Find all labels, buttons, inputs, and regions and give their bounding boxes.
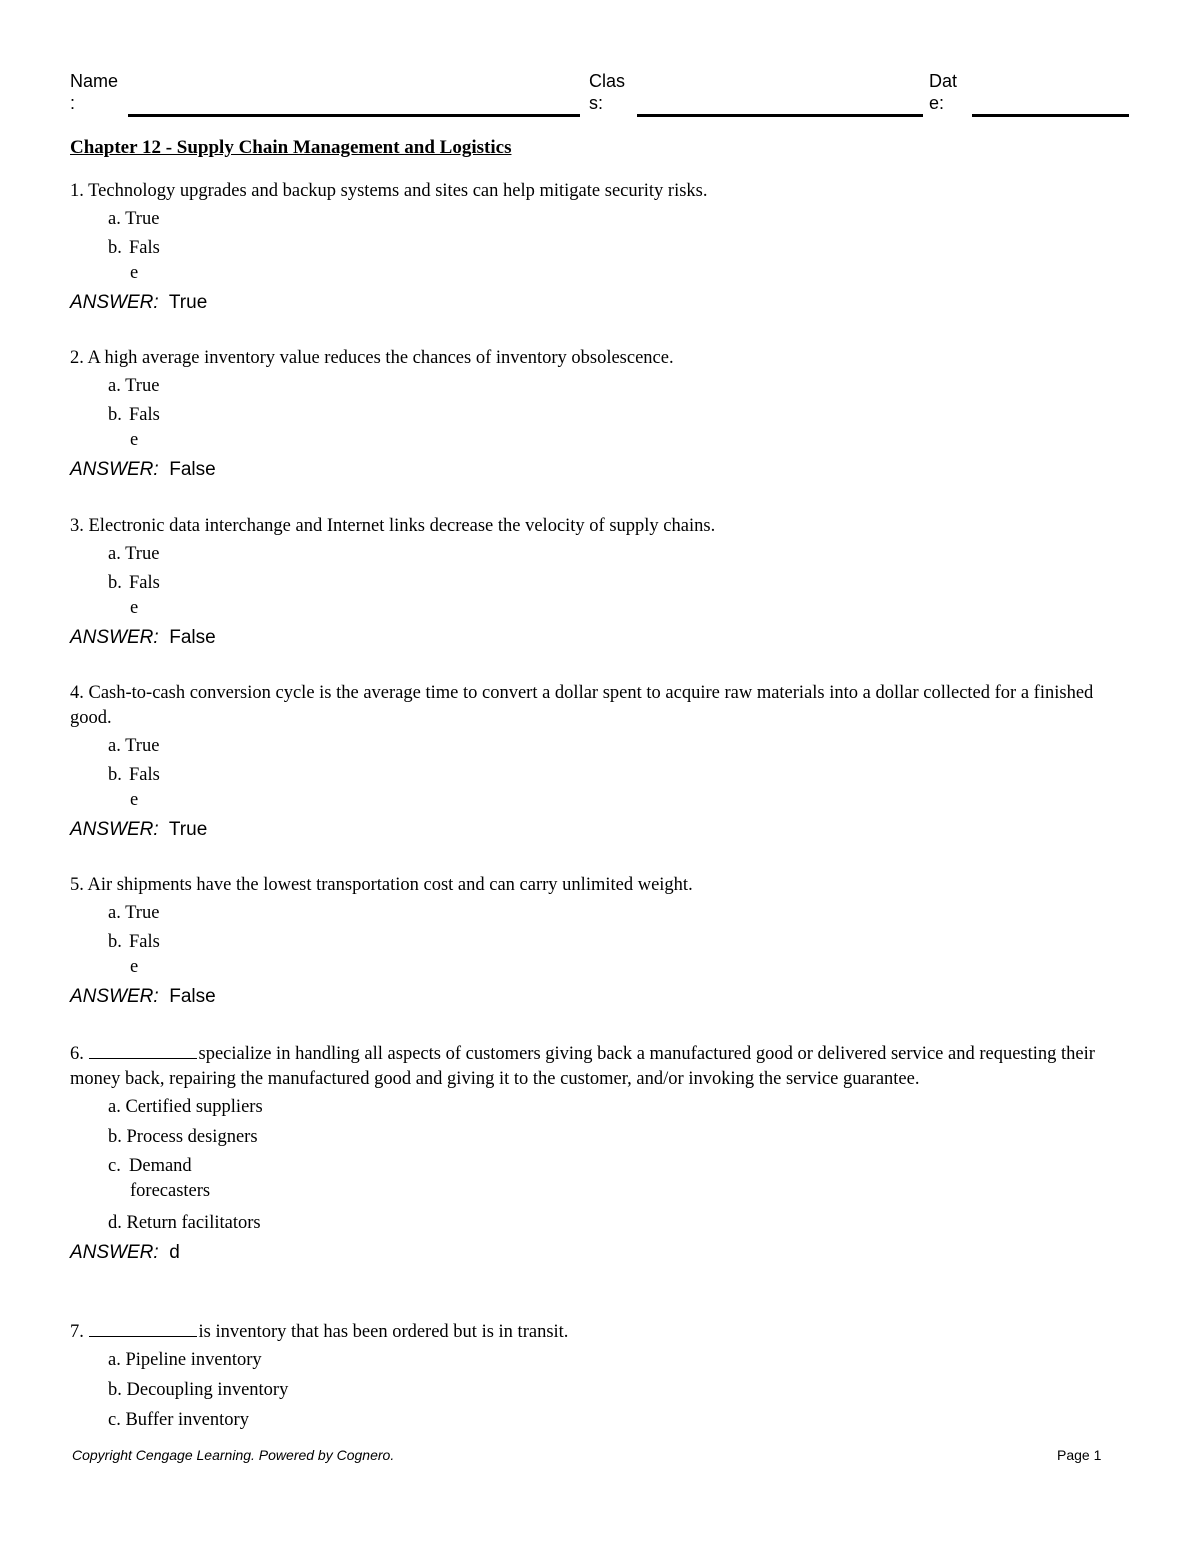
- name-label-bottom: :: [70, 93, 76, 113]
- answer-label: ANSWER:: [70, 986, 159, 1007]
- page-number: Page 1: [1057, 1447, 1102, 1463]
- option-text-continued: e: [130, 598, 139, 618]
- question-3: [70, 514, 1130, 651]
- option-text: Decoupling inventory: [126, 1380, 289, 1400]
- option-text: True: [125, 903, 160, 923]
- class-field-label: [589, 70, 625, 114]
- option-b[interactable]: [108, 571, 1130, 621]
- question-number: 3.: [70, 516, 84, 536]
- answer-label: ANSWER:: [70, 819, 159, 840]
- question-stem: [70, 681, 1130, 731]
- answer-value: False: [169, 986, 216, 1007]
- question-6: [70, 1040, 1130, 1266]
- date-label-bottom: e:: [929, 93, 945, 113]
- option-letter: b.: [108, 405, 122, 425]
- option-letter: b.: [108, 573, 122, 593]
- option-letter: a.: [108, 1350, 121, 1370]
- question-text: specialize in handling all aspects of customers giving back a manufactured good or delivered service and requesting their money back, repairing the manufactured good and giving it to the customer, and/or invoking the service guarantee.: [70, 1044, 1095, 1089]
- question-stem: [70, 1040, 1130, 1092]
- answer-label: ANSWER:: [70, 459, 159, 480]
- option-letter: a.: [108, 903, 121, 923]
- question-text: Electronic data interchange and Internet links decrease the velocity of supply chains.: [88, 516, 716, 536]
- date-field-label: [929, 70, 957, 114]
- option-a[interactable]: [108, 731, 1130, 761]
- option-a[interactable]: [108, 898, 1130, 928]
- name-label-top: Name: [70, 71, 119, 91]
- option-b[interactable]: [108, 930, 1130, 980]
- question-4: [70, 681, 1130, 843]
- copyright-footer: Copyright Cengage Learning. Powered by Cognero.: [72, 1447, 395, 1463]
- question-stem: [70, 1318, 1130, 1345]
- question-number: 5.: [70, 875, 84, 895]
- option-letter: b.: [108, 238, 122, 258]
- option-text: Buffer inventory: [125, 1410, 249, 1430]
- question-5: [70, 873, 1130, 1010]
- class-input-line[interactable]: [637, 114, 923, 117]
- answer-label: ANSWER:: [70, 292, 159, 313]
- answer-line: [70, 1240, 1130, 1266]
- question-number: 4.: [70, 683, 84, 703]
- option-text: True: [125, 209, 160, 229]
- fill-in-blank: [89, 1040, 197, 1059]
- answer-value: True: [168, 292, 208, 313]
- option-text: True: [125, 736, 160, 756]
- option-text: True: [125, 544, 160, 564]
- question-stem: [70, 179, 1130, 204]
- option-letter: c.: [108, 1410, 121, 1430]
- option-a[interactable]: [108, 1345, 1130, 1375]
- option-text: True: [125, 376, 160, 396]
- answer-line: [70, 290, 1130, 316]
- option-b[interactable]: [108, 403, 1130, 453]
- question-stem: [70, 514, 1130, 539]
- question-text: Cash-to-cash conversion cycle is the average time to convert a dollar spent to acquire raw materials into a dollar collected for a finished good.: [70, 683, 1094, 728]
- option-text: Fals: [129, 405, 160, 425]
- option-a[interactable]: [108, 204, 1130, 234]
- option-c[interactable]: [108, 1154, 1130, 1204]
- question-stem: [70, 346, 1130, 371]
- date-input-line[interactable]: [972, 114, 1129, 117]
- option-b[interactable]: [108, 1375, 1130, 1405]
- option-text: Fals: [129, 932, 160, 952]
- answer-value: True: [168, 819, 208, 840]
- option-text: Process designers: [126, 1127, 258, 1147]
- question-1: [70, 179, 1130, 316]
- option-text-continued: e: [130, 957, 139, 977]
- question-stem: [70, 873, 1130, 898]
- option-d[interactable]: [108, 1208, 1130, 1238]
- answer-line: [70, 984, 1130, 1010]
- answer-line: [70, 457, 1130, 483]
- option-b[interactable]: [108, 1122, 1130, 1152]
- answer-value: False: [169, 627, 216, 648]
- option-a[interactable]: [108, 371, 1130, 401]
- question-number: 6.: [70, 1044, 84, 1064]
- option-text: Pipeline inventory: [125, 1350, 262, 1370]
- option-letter: c.: [108, 1156, 121, 1176]
- question-number: 7.: [70, 1322, 84, 1342]
- answer-label: ANSWER:: [70, 627, 159, 648]
- class-label-top: Clas: [589, 71, 626, 91]
- name-field-label: [70, 70, 118, 114]
- option-text-continued: e: [130, 790, 139, 810]
- answer-value: False: [169, 459, 216, 480]
- chapter-title: Chapter 12 - Supply Chain Management and Logistics: [70, 137, 512, 158]
- option-letter: b.: [108, 1127, 122, 1147]
- option-b[interactable]: [108, 236, 1130, 286]
- option-letter: a.: [108, 1097, 121, 1117]
- option-letter: d.: [108, 1213, 122, 1233]
- answer-line: [70, 817, 1130, 843]
- option-letter: a.: [108, 209, 121, 229]
- fill-in-blank: [89, 1318, 197, 1337]
- option-text-continued: forecasters: [130, 1181, 211, 1201]
- question-text: A high average inventory value reduces the chances of inventory obsolescence.: [87, 348, 674, 368]
- question-text: is inventory that has been ordered but is in transit.: [198, 1322, 569, 1342]
- option-text: Fals: [129, 765, 160, 785]
- answer-value: d: [169, 1242, 180, 1263]
- option-b[interactable]: [108, 763, 1130, 813]
- option-text: Fals: [129, 238, 160, 258]
- option-text: Demand: [129, 1156, 192, 1176]
- answer-line: [70, 625, 1130, 651]
- option-letter: b.: [108, 1380, 122, 1400]
- date-label-top: Dat: [929, 71, 958, 91]
- option-text: Certified suppliers: [125, 1097, 263, 1117]
- question-7: [70, 1318, 1130, 1435]
- question-text: Technology upgrades and backup systems and sites can help mitigate security risks.: [88, 181, 708, 201]
- question-text: Air shipments have the lowest transportation cost and can carry unlimited weight.: [87, 875, 693, 895]
- option-text-continued: e: [130, 430, 139, 450]
- option-a[interactable]: [108, 1092, 1130, 1122]
- question-number: 2.: [70, 348, 84, 368]
- option-letter: b.: [108, 765, 122, 785]
- question-2: [70, 346, 1130, 483]
- answer-label: ANSWER:: [70, 1242, 159, 1263]
- option-letter: a.: [108, 736, 121, 756]
- question-number: 1.: [70, 181, 84, 201]
- option-letter: a.: [108, 376, 121, 396]
- option-c[interactable]: [108, 1405, 1130, 1435]
- option-text: Return facilitators: [126, 1213, 261, 1233]
- option-text-continued: e: [130, 263, 139, 283]
- option-letter: a.: [108, 544, 121, 564]
- class-label-bottom: s:: [589, 93, 604, 113]
- option-text: Fals: [129, 573, 160, 593]
- option-letter: b.: [108, 932, 122, 952]
- option-a[interactable]: [108, 539, 1130, 569]
- name-input-line[interactable]: [128, 114, 580, 117]
